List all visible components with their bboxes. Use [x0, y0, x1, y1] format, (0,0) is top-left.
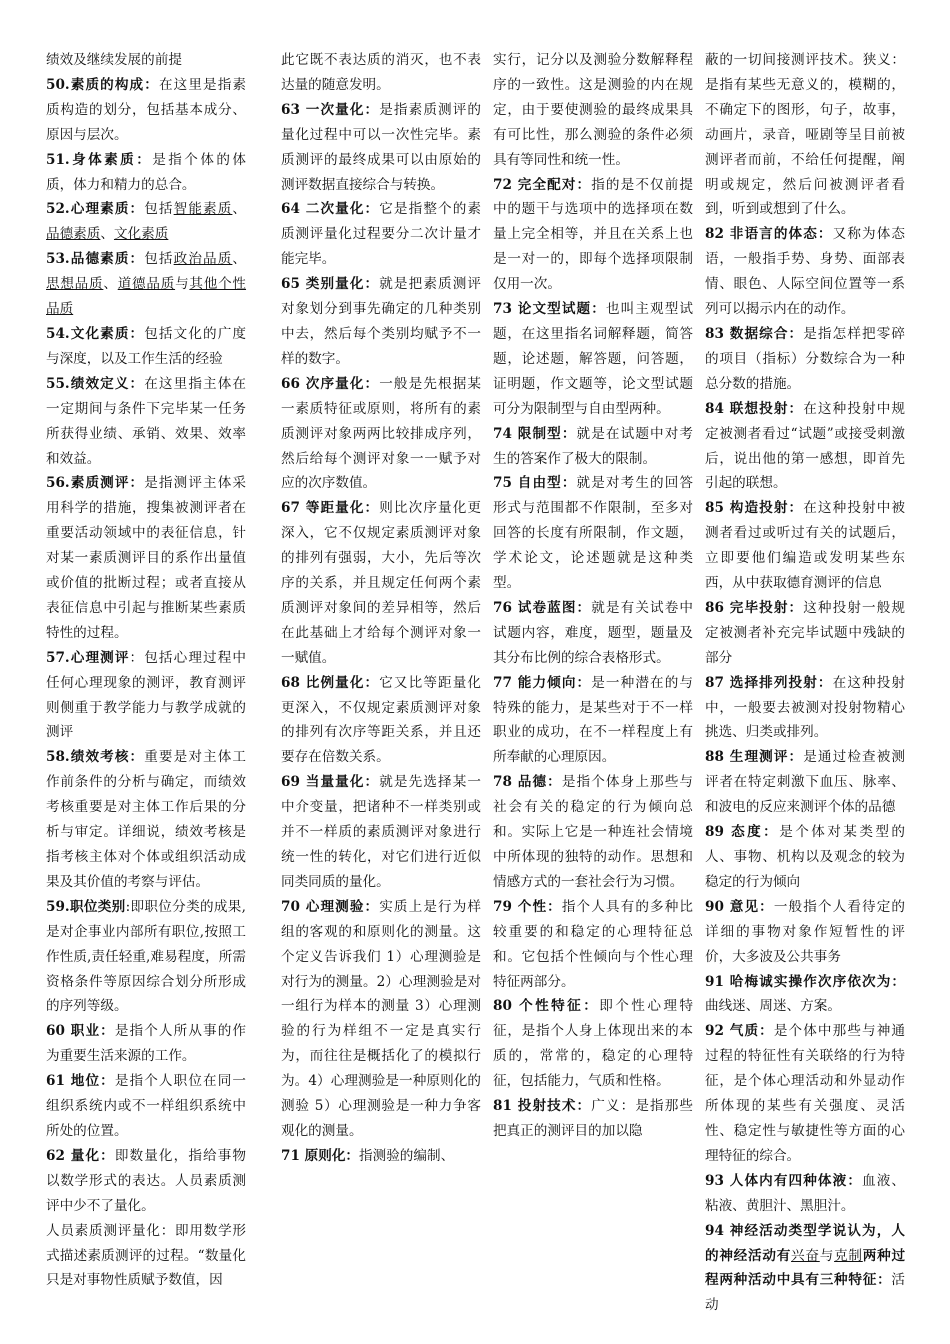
glossary-entry	[705, 745, 905, 820]
entry-definition: 是指素质测评的量化过程中可以一次性完毕。素质测评的最终成果可以由原始的测评数据直接综合与转换。	[281, 101, 481, 193]
entry-term: 57.心理测评	[46, 649, 130, 666]
entry-definition-part: 、	[232, 201, 246, 218]
glossary-entry	[281, 895, 481, 1144]
entry-definition: 是指怎样把零碎的项目（指标）分数综合为一种总分数的措施。	[705, 325, 905, 392]
entry-term: 65 类别量化：	[281, 276, 380, 293]
glossary-entry	[493, 671, 693, 771]
entry-term: 86 完毕投射：	[705, 599, 804, 616]
entry-definition: 它又比等距量化更深入，不仅规定素质测评对象的排列有次序等距关系，并且还要存在倍数关系。	[281, 674, 481, 766]
entry-term: 81 投射技术：	[493, 1098, 592, 1115]
text-column-2	[281, 48, 481, 1169]
underlined-term: 思想品质	[46, 276, 104, 293]
glossary-entry	[281, 496, 481, 670]
glossary-entry	[493, 1094, 693, 1144]
entry-term: 89 态度：	[705, 824, 780, 841]
glossary-entry	[46, 48, 246, 73]
entry-term: 88 生理测评：	[705, 749, 804, 766]
entry-term: 66 次序量化：	[281, 375, 380, 392]
glossary-entry	[46, 646, 246, 746]
glossary-entry	[705, 1219, 905, 1319]
entry-definition: 是个体中那些与神通过程的特征性有关联络的行为特征，是个体心理活动和外显动作所体现的某些有关强度、灵活性、稳定性与敏捷性等方面的心理特征的综合。	[705, 1023, 905, 1164]
entry-definition: 实质上是行为样组的客观的和原则化的测量。这个定义告诉我们 1）心理测验是对行为的测量。2）心理测验是对一组行为样本的测量 3）心理测验的行为样组不一定是真实行为，而往往是概括化了的模拟行为。4）心理测验是一种原则化的测验 5）心理测验是一种力争客观化的测量。	[281, 898, 481, 1139]
entry-definition: 指测验的编制、	[359, 1147, 455, 1164]
entry-term: 72 完全配对：	[493, 176, 592, 193]
glossary-entry	[705, 1169, 905, 1219]
glossary-entry	[46, 1144, 246, 1219]
glossary-entry	[705, 397, 905, 497]
underlined-term: 兴奋	[791, 1247, 820, 1264]
entry-definition: 是个体对某类型的人、事物、机构以及观念的较为稳定的行为倾向	[705, 824, 905, 890]
glossary-entry	[493, 422, 693, 472]
entry-term: 59.职位类别	[46, 898, 126, 915]
entry-term: 64 二次量化：	[281, 201, 380, 218]
glossary-entry	[705, 48, 905, 222]
entry-definition: 它是指整个的素质测评量化过程要分二次计量才能完毕。	[281, 201, 481, 268]
entry-definition: 在这里是指素质构造的划分，包括基本成分、原因与层次。	[46, 76, 247, 143]
entry-term: 70 心理测验：	[281, 898, 380, 915]
entry-term: 87 选择排列投射：	[705, 674, 833, 691]
entry-definition: 广义：是指那些把真正的测评目的加以隐	[493, 1098, 693, 1139]
glossary-entry	[705, 596, 905, 671]
entry-definition: 人员素质测评量化：即用数学形式描述素质测评的过程。“数量化只是对事物性质赋予数值，因	[46, 1222, 246, 1289]
entry-term: 75 自由型：	[493, 475, 577, 492]
text-column-4	[705, 48, 905, 1318]
entry-term: 52.心理素质：	[46, 201, 145, 218]
underlined-term: 其他个性品质	[46, 276, 247, 318]
entry-definition-part: 两种过程两种活动中具有三种特征：	[705, 1247, 906, 1289]
entry-term: 68 比例量化：	[281, 674, 380, 691]
glossary-entry	[281, 272, 481, 372]
entry-term: 94 神经活动类型学说认为，人的神经活动有	[705, 1222, 905, 1264]
glossary-entry	[493, 596, 693, 671]
glossary-entry	[705, 322, 905, 397]
entry-definition: 此它既不表达质的消灭，也不表达量的随意发明。	[281, 52, 481, 93]
glossary-entry	[46, 247, 246, 322]
entry-term: 60 职业：	[46, 1023, 115, 1040]
entry-term: 76 试卷蓝图：	[493, 599, 592, 616]
entry-definition: :即职位分类的成果,是对企事业内部所有职位,按照工作性质,责任轻重,难易程度，所需资格条件等原因综合划分所形成的序列等级。	[46, 898, 247, 1015]
glossary-entry	[281, 197, 481, 272]
underlined-term: 政治品质	[173, 251, 233, 268]
entry-term: 92 气质：	[705, 1023, 774, 1040]
entry-definition-part: 、	[100, 226, 114, 243]
entry-definition-part: 与	[819, 1247, 835, 1264]
entry-definition: 就是把素质测评对象划分到事先确定的几种类别中去，然后每个类别均赋予不一样的数字。	[281, 276, 481, 367]
glossary-entry	[493, 895, 693, 995]
underlined-term: 克制	[834, 1247, 863, 1264]
underlined-term: 道德品质	[117, 276, 176, 293]
entry-definition-part: 包括	[144, 201, 174, 218]
glossary-entry	[493, 994, 693, 1094]
underlined-term: 品德素质	[46, 226, 101, 243]
entry-definition: 在这种投射中被测者看过或听过有关的试题后，立即要他们编造或发明某些东西，从中获取德育测评的信息	[705, 500, 905, 592]
entry-term: 85 构造投射：	[705, 500, 804, 517]
entry-definition: 这种投射一般规定被测者补充完毕试题中残缺的部分	[705, 599, 905, 666]
entry-term: 80 个性特征：	[493, 998, 600, 1015]
entry-term: 74 限制型：	[493, 425, 577, 442]
glossary-entry	[46, 322, 246, 372]
text-column-3	[493, 48, 693, 1144]
entry-definition-part: 、	[232, 251, 246, 268]
entry-definition: 即个性心理特征，是指个人身上体现出来的本质的，常常的，稳定的心理特征，包括能力，气质和性格。	[493, 998, 693, 1090]
glossary-entry	[281, 98, 481, 198]
entry-definition: 指个人具有的多种比较重要的和稳定的心理特征总和。它包括个性倾向与个性心理特征两部分。	[493, 898, 693, 990]
glossary-entry	[493, 770, 693, 895]
glossary-entry	[46, 148, 246, 198]
entry-definition: 就是先选择某一中介变量，把诸种不一样类别或并不一样质的素质测评对象进行统一性的转化，对它们进行近似同类同质的量化。	[281, 774, 481, 890]
entry-definition: 蔽的一切间接测评技术。狭义：是指有某些无意义的，模糊的，不确定下的图形，句子，故事，动画片，录音，哑剧等呈目前被测评者而前，不给任何提醒，阐明或规定，然后问被测评者看到，听到或想到了什么。	[705, 52, 905, 218]
entry-term: 55.绩效定义：	[46, 375, 145, 392]
entry-definition: 即数量化，指给事物以数学形式的表达。人员素质测评中少不了量化。	[46, 1147, 246, 1214]
entry-definition: ：包括心理过程中任何心理现象的测评，教育测评则侧重于教学能力与教学成就的测评	[46, 649, 247, 741]
glossary-entry	[281, 671, 481, 771]
entry-definition: 曲线迷、周迷、方案。	[705, 998, 841, 1015]
glossary-entry	[46, 197, 246, 247]
entry-definition: 重要是对主体工作前条件的分析与确定，而绩效考核重要是对主体工作后果的分析与审定。详细说，绩效考核是指考核主体对个体或组织活动成果及其价值的考察与评估。	[46, 749, 246, 890]
entry-definition: 也叫主观型试题，在这里指名词解释题，简答题，论述题，解答题，问答题，证明题，作文题等，论文型试题可分为限制型与自由型两种。	[493, 301, 694, 417]
entry-definition: 一般指个人看待定的详细的事物对象作短暂性的评价，大多波及公共事务	[705, 898, 905, 965]
entry-term: 84 联想投射：	[705, 400, 804, 417]
entry-term: 67 等距量化：	[281, 500, 380, 517]
glossary-entry	[705, 222, 905, 322]
entry-definition-part: 与	[175, 276, 190, 293]
glossary-entry	[46, 372, 246, 472]
entry-term: 83 数据综合：	[705, 325, 804, 342]
entry-definition: 是指个体身上那些与社会有关的稳定的行为倾向总和。实际上它是一种连社会情境中所体现的独特的动作。思想和情感方式的一套社会行为习惯。	[493, 774, 693, 890]
glossary-entry	[46, 745, 246, 894]
entry-definition: 包括文化的广度与深度，以及工作生活的经验	[46, 325, 246, 367]
entry-definition: 就是有关试卷中试题内容，难度，题型，题量及其分布比例的综合表格形式。	[493, 599, 693, 666]
entry-term: 93 人体内有四种体液：	[705, 1172, 863, 1189]
entry-term: 71 原则化：	[281, 1147, 360, 1164]
glossary-entry	[493, 297, 693, 422]
glossary-entry	[46, 471, 246, 645]
entry-definition: 绩效及继续发展的前提	[46, 52, 182, 68]
text-column-1	[46, 48, 246, 1293]
glossary-entry	[46, 895, 246, 1020]
underlined-term: 智能素质	[173, 201, 233, 218]
entry-definition: 是通过检查被测评者在特定刺激下血压、脉率、和波电的反应来测评个体的品德	[705, 749, 905, 816]
entry-term: 54.文化素质：	[46, 325, 145, 342]
entry-term: 69 当量量化：	[281, 774, 380, 791]
entry-definition: 在这种投射中规定被测者看过“试题”或接受刺激后，说出他的第一感想，即首先引起的联想。	[705, 400, 905, 492]
entry-term: 91 哈梅诚实操作次序依次为：	[705, 973, 905, 990]
entry-term: 90 意见：	[705, 898, 774, 915]
entry-term: 51.身体素质：	[46, 151, 153, 168]
entry-definition: 血液、粘液、黄胆汁、黑胆汁。	[705, 1172, 905, 1214]
entry-definition: 实行，记分以及测验分数解释程序的一致性。这是测验的内在规定，由于要使测验的最终成果具有可比性，那么测验的条件必须具有等同性和统一性。	[493, 52, 693, 168]
entry-definition: 是指个人所从事的作为重要生活来源的工作。	[46, 1023, 246, 1065]
glossary-entry	[46, 1219, 246, 1294]
glossary-entry	[705, 1019, 905, 1168]
glossary-entry	[705, 970, 905, 1020]
entry-term: 58.绩效考核：	[46, 749, 145, 766]
entry-definition: 则比次序量化更深入，它不仅规定素质测评对象的排列有强弱，大小，先后等次序的关系，并且规定任何两个素质测评对象间的差异相等，然后在此基础上才给每个测评对象一一赋值。	[281, 500, 481, 666]
entry-definition: 又称为体态语，一般指手势、身势、面部表情、眼色、人际空间位置等一系列可以揭示内在的动作。	[705, 226, 905, 318]
entry-term: 78 品德：	[493, 774, 562, 791]
glossary-entry	[493, 173, 693, 298]
glossary-entry	[281, 770, 481, 895]
entry-term: 73 论文型试题：	[493, 301, 606, 318]
entry-definition: 在这里指主体在一定期间与条件下完毕某一任务所获得业绩、承销、效果、效率和效益。	[46, 375, 246, 467]
entry-definition-part: 活动	[705, 1272, 905, 1314]
glossary-entry	[493, 48, 693, 173]
glossary-entry	[281, 48, 481, 98]
glossary-entry	[705, 496, 905, 596]
entry-definition: 是指个人职位在同一组织系统内或不一样组织系统中所处的位置。	[46, 1073, 246, 1139]
glossary-entry	[46, 73, 246, 148]
entry-definition: 就是对考生的回答形式与范围都不作限制，至多对回答的长度有所限制，作文题，学术论文，论述题就是这种类型。	[493, 475, 694, 592]
entry-term: 50.素质的构成：	[46, 76, 159, 93]
glossary-entry	[705, 671, 905, 746]
entry-definition: 一般是先根据某一素质特征或原则，将所有的素质测评对象两两比较排成序列，然后给每个测评对象一一赋予对应的次序数值。	[281, 375, 481, 492]
glossary-entry	[281, 1144, 481, 1169]
glossary-entry	[705, 820, 905, 895]
entry-term: 79 个性：	[493, 898, 562, 915]
entry-term: 61 地位：	[46, 1073, 115, 1090]
entry-term: 63 一次量化：	[281, 101, 380, 118]
glossary-entry	[46, 1019, 246, 1069]
glossary-entry	[705, 895, 905, 970]
entry-definition: 是指个体的体质，体力和精力的总合。	[46, 151, 246, 193]
entry-definition: 在这种投射中，一般要去被测对投射物精心挑选、归类或排列。	[705, 674, 905, 741]
glossary-entry	[493, 471, 693, 596]
entry-term: 53.品德素质：	[46, 251, 145, 268]
underlined-term: 文化素质	[113, 226, 169, 243]
glossary-entry	[46, 1069, 246, 1144]
entry-term: 77 能力倾向：	[493, 674, 592, 691]
entry-term: 82 非语言的体态：	[705, 226, 833, 243]
entry-definition: 指的是不仅前提中的题干与选项中的选择项在数量上完全相等，并且在关系上也是一对一的，即每个选择项限制仅用一次。	[493, 176, 693, 293]
entry-definition: 就是在试题中对考生的答案作了极大的限制。	[493, 425, 694, 467]
entry-definition: 是指测评主体采用科学的措施，搜集被测评者在重要活动领域中的表征信息，针对某一素质测评目的系作出量值或价值的批断过程；或者直接从表征信息中引起与推断某些素质特性的过程。	[46, 475, 246, 641]
entry-definition: 是一种潜在的与特殊的能力，是某些对于不一样职业的成功，在不一样程度上有所奉献的心理原因。	[493, 674, 693, 766]
entry-definition-part: 、	[103, 276, 118, 293]
entry-definition-part: 包括	[144, 251, 174, 268]
entry-term: 56.素质测评：	[46, 475, 145, 492]
entry-term: 62 量化：	[46, 1147, 115, 1164]
glossary-entry	[281, 372, 481, 497]
